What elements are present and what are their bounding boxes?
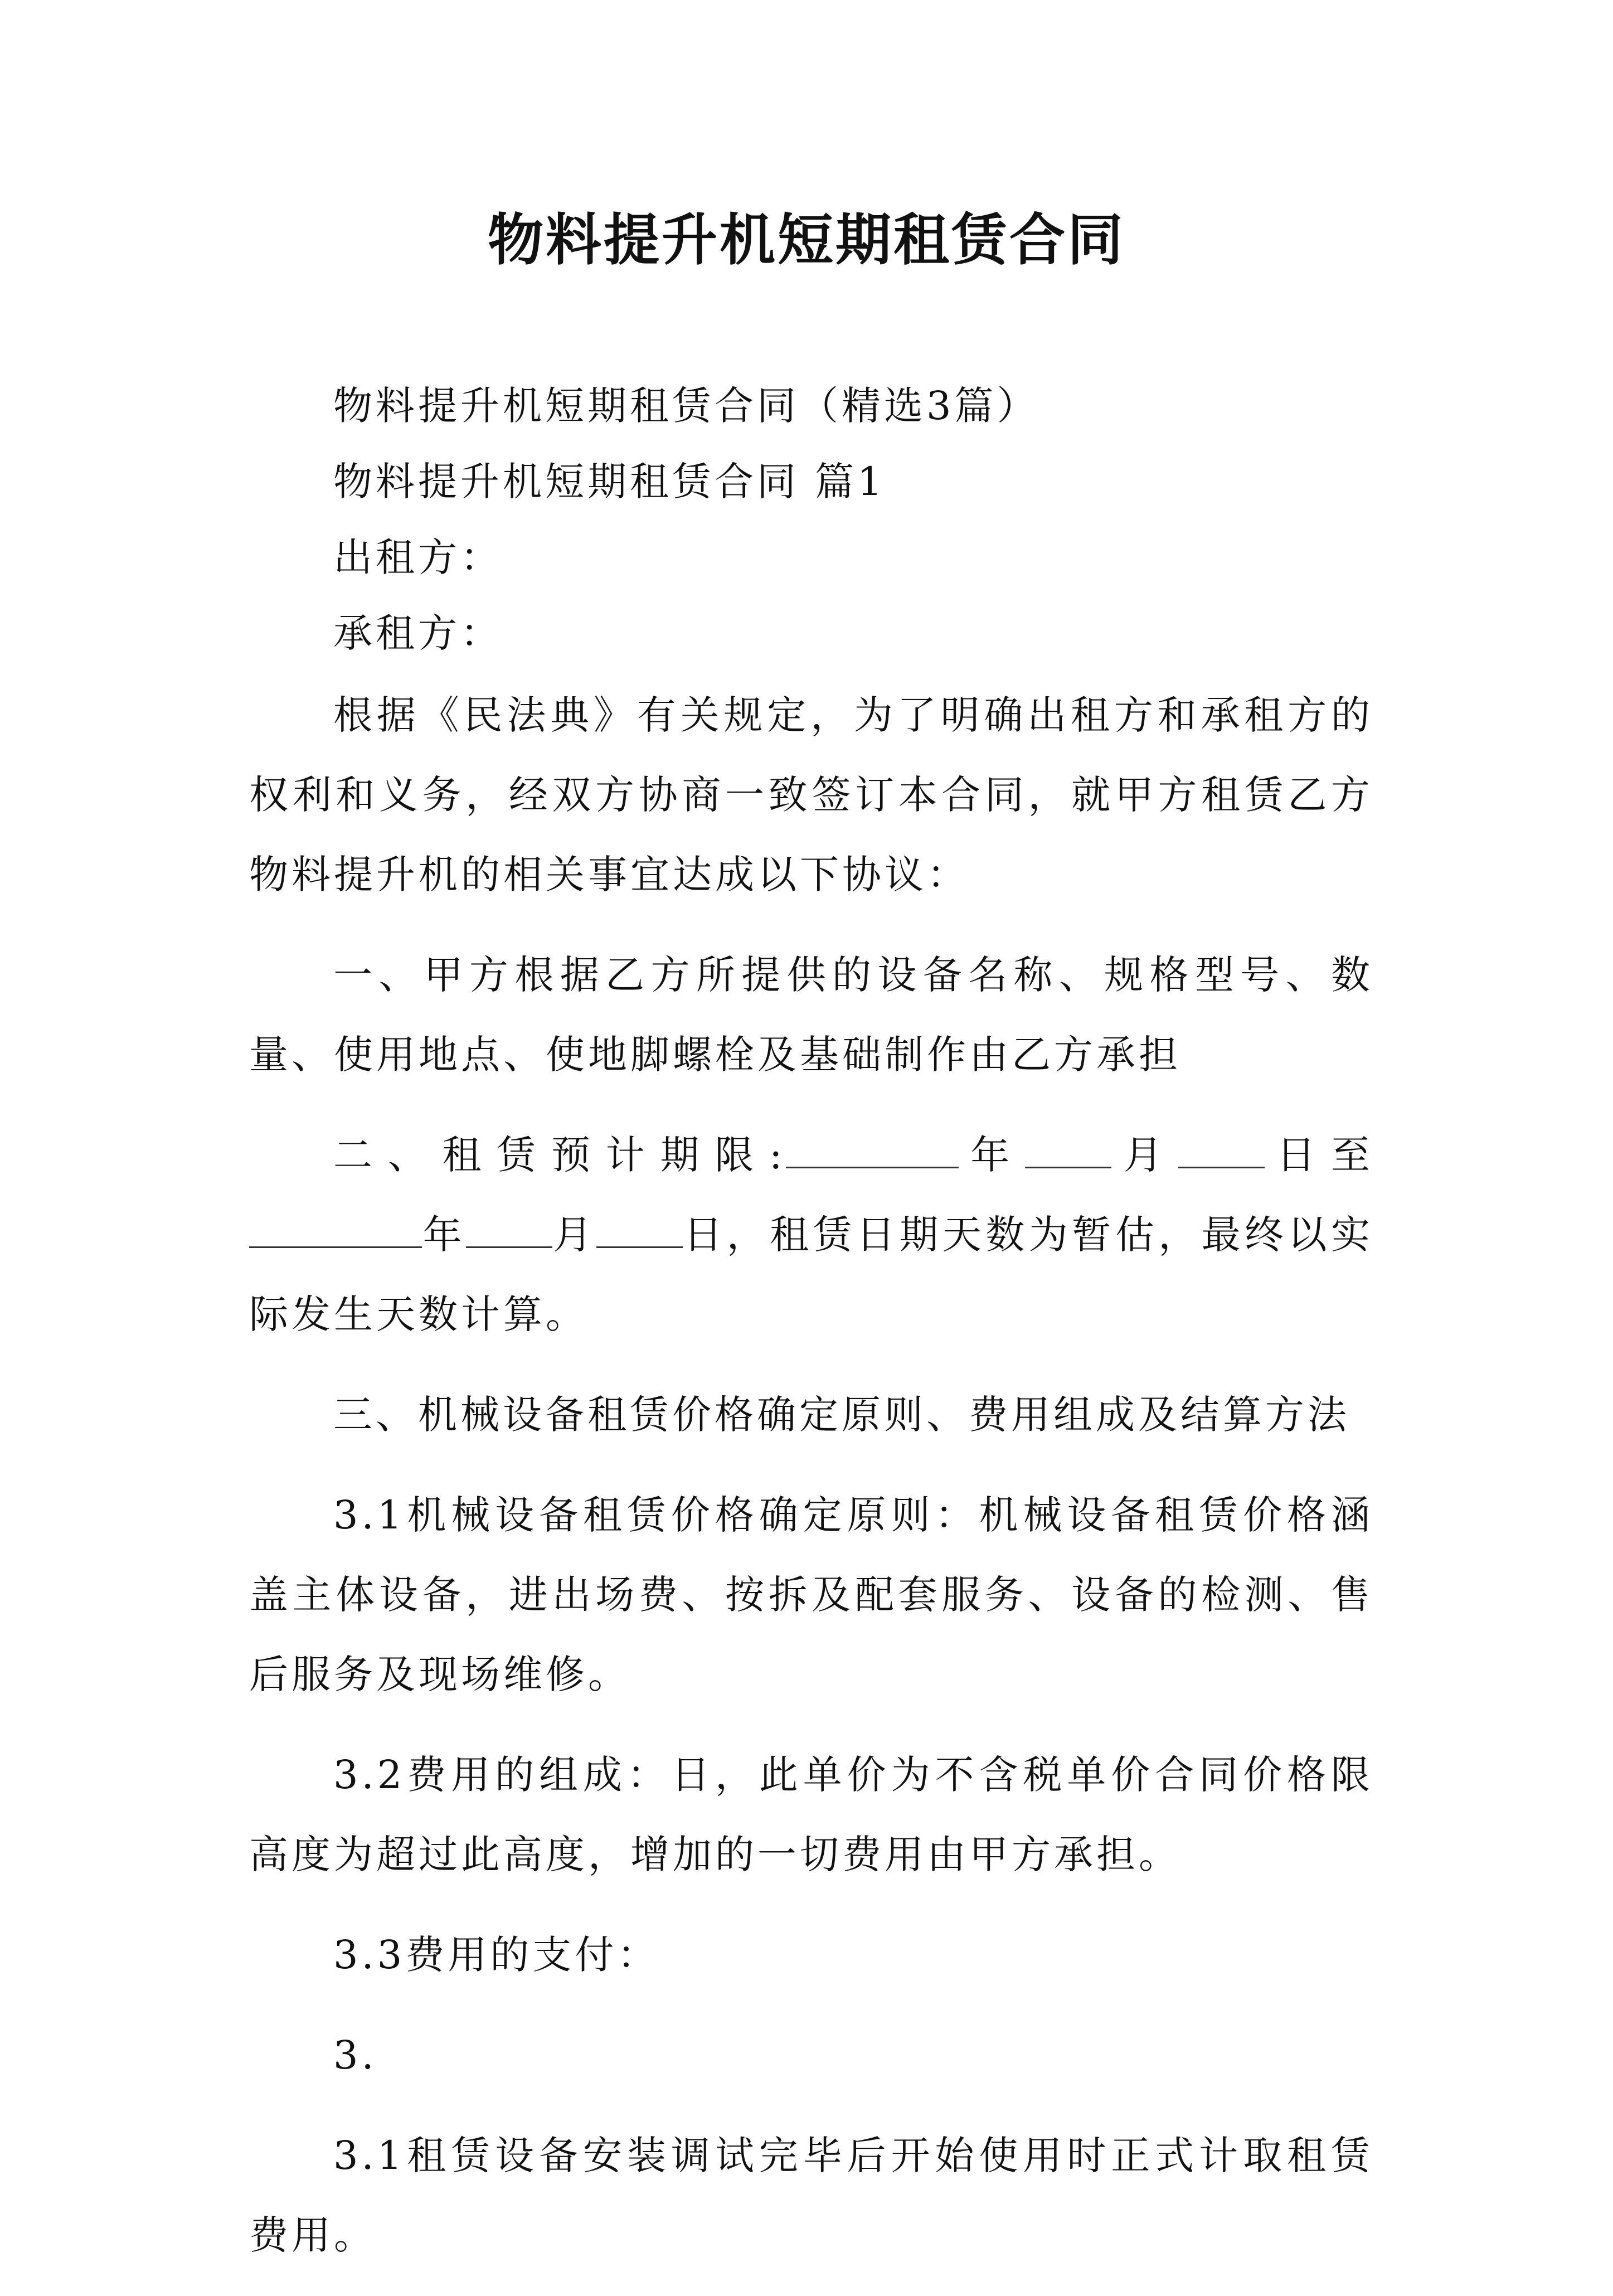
blank-month-2 (466, 1207, 552, 1248)
clause-3-1: 3.1机械设备租赁价格确定原则：机械设备租赁价格涵盖主体设备，进出场费、按拆及配套服务、设备的检测、售后服务及现场维修。 (249, 1492, 1373, 1697)
clause-2-day-to: 日至 (1264, 1132, 1374, 1178)
clause-3-num: 3. (333, 2032, 377, 2078)
clause-3-1b: 3.1租赁设备安装调试完毕后开始使用时正式计取租赁费用。 (249, 2133, 1373, 2258)
blank-month-1 (1025, 1128, 1111, 1168)
clause-2-year-1: 年 (958, 1132, 1026, 1178)
blank-year-1 (786, 1128, 959, 1168)
clause-1: 一、甲方根据乙方所提供的设备名称、规格型号、数量、使用地点、使地脚螺栓及基础制作由乙方承担 (249, 952, 1373, 1077)
blank-year-2 (249, 1207, 422, 1248)
clause-2 (249, 1115, 1373, 1355)
lessee-label: 承租方： (333, 610, 503, 656)
clause-3-3: 3.3费用的支付： (333, 1932, 660, 1978)
document-body (249, 368, 1373, 2296)
lessor-label: 出租方： (333, 535, 503, 580)
clause-2-prefix: 二、租赁预计期限: (333, 1132, 786, 1178)
blank-day-1 (1178, 1128, 1265, 1168)
section-heading: 物料提升机短期租赁合同 篇1 (333, 459, 886, 504)
clause-2-month-1: 月 (1111, 1132, 1178, 1178)
blank-day-2 (596, 1207, 683, 1248)
clause-2-month-2: 月 (552, 1212, 596, 1258)
document-title: 物料提升机短期租赁合同 (488, 207, 1125, 273)
clause-3-2: 3.2费用的组成：日，此单价为不含税单价合同价格限高度为超过此高度，增加的一切费用由甲方承担。 (249, 1752, 1373, 1877)
intro-paragraph: 根据《民法典》有关规定，为了明确出租方和承租方的权利和义务，经双方协商一致签订本合同，就甲方租赁乙方物料提升机的相关事宜达成以下协议： (249, 692, 1373, 897)
clause-3: 三、机械设备租赁价格确定原则、费用组成及结算方法 (333, 1392, 1350, 1438)
subtitle: 物料提升机短期租赁合同（精选3篇） (333, 383, 1039, 429)
clause-2-year-2: 年 (422, 1212, 466, 1258)
clause-2-suffix: 日，租赁日期天数为暂估，最终以实际发生天数计算。 (249, 1212, 1374, 1337)
